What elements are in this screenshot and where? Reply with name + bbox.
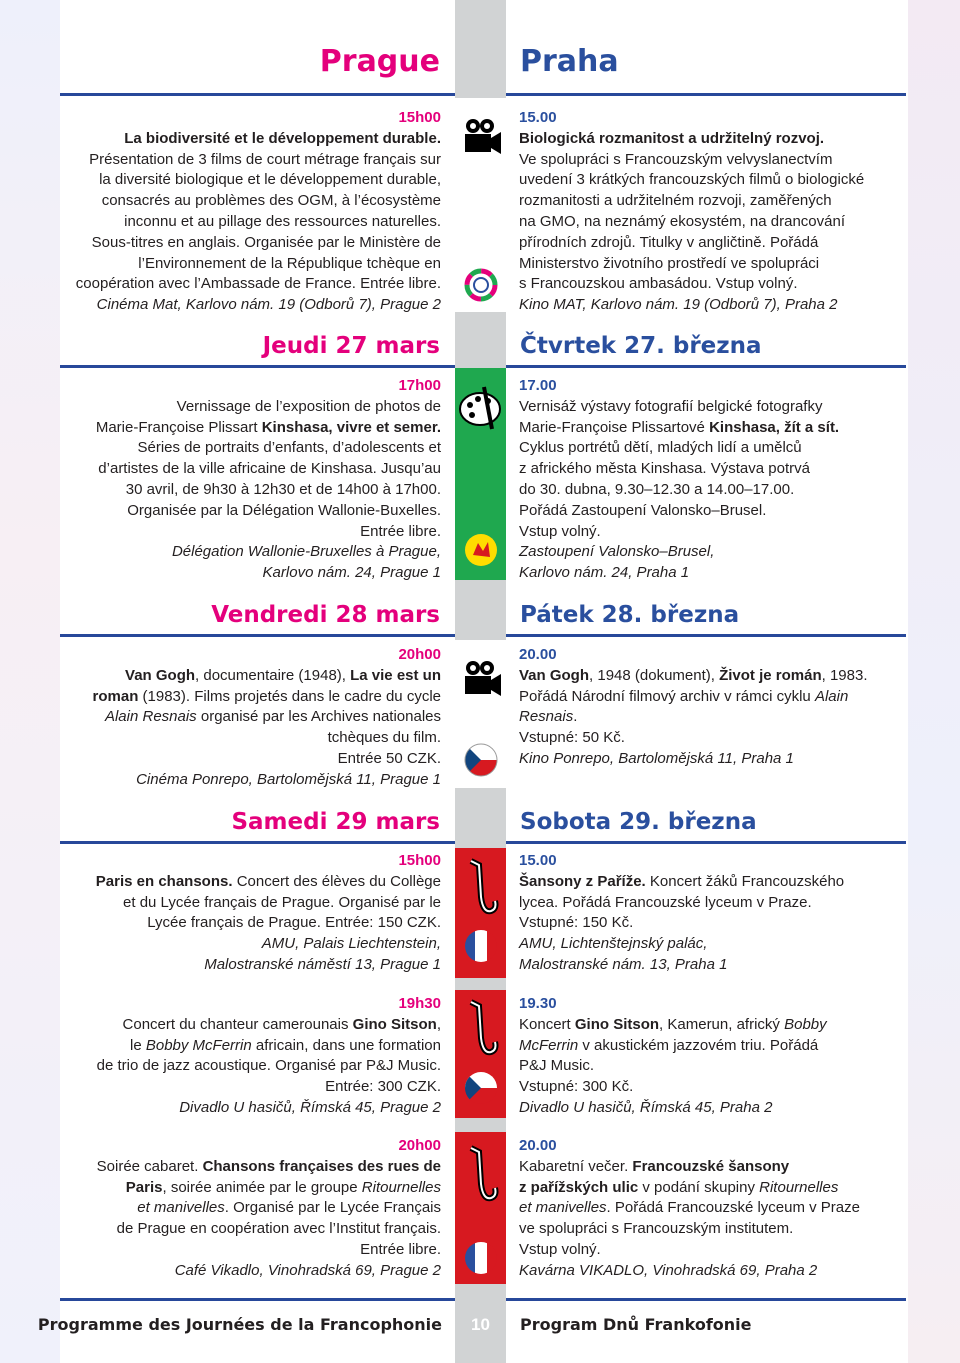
group-name: Ritournelles — [361, 1178, 441, 1196]
event-title: Paris en chansons. — [95, 872, 233, 890]
event-venue: Divadlo U hasičů, Římská 45, Praha 2 — [519, 1098, 773, 1116]
event-line — [41, 418, 441, 439]
cycle-name: Alain — [814, 687, 849, 705]
french-flag-icon — [455, 926, 506, 966]
event-vangogh-fr — [41, 645, 441, 791]
event-text: , documentaire (1948), — [195, 666, 351, 684]
event-line: uvedení 3 krátkých francouzských filmů o biologické — [519, 171, 865, 189]
footer-title-cz: Program Dnů Frankofonie — [520, 1315, 752, 1334]
event-line: Organisée par la Délégation Wallonie-Buxelles. — [127, 501, 441, 519]
event-venue: Kavárna VIKADLO, Vinohradská 69, Praha 2 — [519, 1261, 818, 1279]
event-title: Francouzské šansony — [632, 1157, 790, 1175]
event-venue: Divadlo U hasičů, Římská 45, Prague 2 — [179, 1098, 441, 1116]
event-venue: Kino Ponrepo, Bartolomějská 11, Praha 1 — [519, 749, 794, 767]
page-number: 10 — [455, 1300, 506, 1363]
event-line: Sous-titres en anglais. Organisée par le Ministère de — [91, 233, 441, 251]
event-time: 19.30 — [519, 995, 557, 1012]
event-text: . — [573, 708, 578, 726]
artist-ref: Bobby — [784, 1015, 827, 1033]
event-text: , Kamerun, africký — [659, 1015, 785, 1033]
event-cabaret-cz — [519, 1136, 899, 1282]
event-venue: Malostranské náměstí 13, Prague 1 — [204, 955, 441, 973]
footer-title-fr: Programme des Journées de la Francophonie — [37, 1315, 442, 1334]
event-text: Kabaretní večer. — [519, 1157, 633, 1175]
event-line: Vstupné: 300 Kč. — [519, 1078, 634, 1096]
event-text: , 1948 (dokument), — [589, 666, 720, 684]
event-time: 15h00 — [398, 852, 441, 869]
event-cabaret-fr — [41, 1136, 441, 1282]
event-text: Concert des élèves du Collège — [232, 872, 441, 890]
palette-icon — [455, 376, 506, 440]
event-line: de trio de jazz acoustique. Organisé par P&J Music. — [96, 1057, 441, 1075]
event-venue: Délégation Wallonie-Bruxelles à Prague, — [171, 543, 441, 561]
saxophone-icon-3 — [455, 1142, 506, 1212]
event-venue: Malostranské nám. 13, Praha 1 — [519, 955, 728, 973]
exhibition-title: Kinshasa, žít a sít. — [709, 418, 840, 436]
artist-name: Gino Sitson — [574, 1015, 660, 1033]
event-text: Concert du chanteur camerounais — [122, 1015, 353, 1033]
event-time: 19h30 — [398, 995, 441, 1012]
event-line — [519, 1036, 899, 1057]
event-sitson-cz — [519, 994, 899, 1119]
event-line: Vernissage de l’exposition de photos de — [176, 397, 441, 415]
event-text: africain, dans une formation — [251, 1036, 441, 1054]
event-line: d’artistes de la ville africaine de Kinshasa. Jusqu’au — [98, 460, 441, 478]
event-biodiversity-cz — [519, 108, 899, 316]
event-line — [519, 872, 899, 893]
czech-flag-icon-2 — [455, 1066, 506, 1110]
event-line: tchèques du film. — [327, 729, 441, 747]
event-line — [519, 1198, 899, 1219]
event-line: coopération avec l’Ambassade de France. Entrée libre. — [75, 275, 441, 293]
event-line — [519, 687, 899, 708]
event-line — [41, 1015, 441, 1036]
event-line: lycea. Pořádá Francouzské lyceum v Praze. — [519, 893, 812, 911]
footer-rule-cz — [506, 1298, 906, 1301]
event-line: et du Lycée français de Prague. Organisé par le — [123, 893, 441, 911]
wallonia-rooster-icon — [455, 530, 506, 570]
event-time: 20h00 — [398, 1137, 441, 1154]
event-line: na GMO, na neznámý ekosystém, na drancování — [519, 212, 845, 230]
event-venue: Karlovo nám. 24, Prague 1 — [262, 564, 441, 582]
event-text: , 1983. — [821, 666, 868, 684]
artist-name: Marie-Françoise Plissart — [95, 418, 258, 436]
event-line — [519, 1178, 899, 1199]
event-time: 15.00 — [519, 109, 557, 126]
film-title: Život je román — [719, 666, 822, 684]
film-camera-icon — [455, 108, 506, 168]
day-rule-cz — [506, 841, 906, 844]
event-text: Soirée cabaret. — [96, 1157, 203, 1175]
event-line: Entrée libre. — [360, 522, 441, 540]
event-line — [41, 1198, 441, 1219]
cycle-name: Alain Resnais — [104, 708, 197, 726]
saxophone-icon — [455, 855, 506, 925]
event-time: 15.00 — [519, 852, 557, 869]
event-line: Lycée français de Prague. Entrée: 150 CZK. — [147, 914, 441, 932]
event-title: Chansons françaises des rues de — [202, 1157, 441, 1175]
event-line: Présentation de 3 films de court métrage français sur — [89, 150, 441, 168]
event-text: v akustickém jazzovém triu. Pořádá — [578, 1036, 819, 1054]
exhibition-title: Kinshasa, vivre et semer. — [261, 418, 441, 436]
day-rule-cz — [506, 365, 906, 368]
event-line — [519, 1157, 899, 1178]
french-flag-icon-2 — [455, 1236, 506, 1280]
day-heading-fr: Vendredi 28 mars — [211, 602, 440, 628]
event-chansons-cz — [519, 851, 899, 976]
event-line: inconnu et au pillage des ressources naturelles. — [124, 212, 441, 230]
group-name: et manivelles — [137, 1199, 225, 1217]
film-camera-icon-2 — [455, 650, 506, 710]
event-text: Koncert — [519, 1015, 575, 1033]
title-rule-cz — [506, 93, 906, 96]
event-title: Paris — [125, 1178, 163, 1196]
event-line: do 30. dubna, 9.30–12.30 a 14.00–17.00. — [519, 480, 795, 498]
title-rule-fr — [60, 93, 455, 96]
event-line: de Prague en coopération avec l’Institut français. — [116, 1220, 441, 1238]
event-line: ve spolupráci s Francouzským institutem. — [519, 1220, 794, 1238]
czech-flag-icon — [455, 738, 506, 782]
day-rule-fr — [60, 634, 455, 637]
environment-logo-icon — [455, 262, 506, 308]
event-title: Šansony z Paříže. — [519, 872, 646, 890]
footer-rule-fr — [60, 1298, 455, 1301]
event-time: 17.00 — [519, 377, 557, 394]
event-line — [519, 1015, 899, 1036]
event-line — [41, 666, 441, 687]
event-title: z pařížských ulic — [519, 1178, 639, 1196]
event-line: Ve spolupráci s Francouzským velvyslanectvím — [519, 150, 833, 168]
event-line: Vstupné: 150 Kč. — [519, 914, 634, 932]
event-line — [41, 687, 441, 708]
film-title: roman — [92, 687, 139, 705]
event-venue: AMU, Lichtenštejnský palác, — [519, 935, 708, 953]
event-line — [41, 1157, 441, 1178]
event-venue: Kino MAT, Karlovo nám. 19 (Odborů 7), Praha 2 — [519, 296, 838, 314]
event-line: Entrée: 300 CZK. — [325, 1078, 441, 1096]
event-line — [41, 872, 441, 893]
event-line — [41, 1036, 441, 1057]
artist-name: Gino Sitson — [352, 1015, 437, 1033]
event-chansons-fr — [41, 851, 441, 976]
event-text: . Organisé par le Lycée Français — [224, 1199, 441, 1217]
day-heading-fr: Samedi 29 mars — [231, 809, 440, 835]
event-line: l’Environnement de la République tchèque en — [138, 254, 441, 272]
event-line: Cyklus portrétů dětí, mladých lidí a umělců — [519, 439, 802, 457]
event-line — [519, 418, 899, 439]
artist-name: Marie-Françoise Plissartové — [519, 418, 705, 436]
event-vernissage-fr — [41, 376, 441, 584]
event-text: organisé par les Archives nationales — [196, 708, 441, 726]
day-heading-cz: Sobota 29. března — [520, 809, 757, 835]
artist-ref: Bobby McFerrin — [145, 1036, 252, 1054]
event-venue: Karlovo nám. 24, Praha 1 — [519, 564, 690, 582]
event-line: Vstupné: 50 Kč. — [519, 729, 625, 747]
saxophone-icon-2 — [455, 996, 506, 1066]
event-line: Séries de portraits d’enfants, d’adolescents et — [137, 439, 441, 457]
event-time: 17h00 — [398, 377, 441, 394]
page-title-cz: Praha — [520, 44, 619, 79]
event-line: Ministerstvo životního prostředí ve spolupráci — [519, 254, 820, 272]
event-biodiversity-fr — [41, 108, 441, 316]
event-line: Entrée 50 CZK. — [337, 749, 441, 767]
event-time: 20.00 — [519, 1137, 557, 1154]
event-line: consacrés au problèmes des OGM, à l’écosystème — [101, 192, 441, 210]
film-title: Van Gogh — [519, 666, 590, 684]
event-line: přírodních zdrojů. Titulky v angličtině. Pořádá — [519, 233, 819, 251]
event-line: Vstup volný. — [519, 1240, 601, 1258]
event-vernissage-cz — [519, 376, 899, 584]
group-name: Ritournelles — [759, 1178, 839, 1196]
day-heading-cz: Pátek 28. března — [520, 602, 740, 628]
event-text: (1983). Films projetés dans le cadre du cycle — [138, 687, 441, 705]
film-title: Van Gogh — [125, 666, 196, 684]
event-time: 15h00 — [398, 109, 441, 126]
event-line: 30 avril, de 9h30 à 12h30 et de 14h00 à 17h00. — [125, 480, 441, 498]
event-text: , soirée animée par le groupe — [162, 1178, 362, 1196]
day-rule-cz — [506, 634, 906, 637]
page-title-fr: Prague — [319, 44, 440, 79]
event-text: le — [130, 1036, 146, 1054]
event-line — [41, 707, 441, 728]
background-right-gradient — [908, 0, 960, 1363]
event-line: Vstup volný. — [519, 522, 601, 540]
event-venue: Zastoupení Valonsko–Brusel, — [519, 543, 715, 561]
event-text: . Pořádá Francouzské lyceum v Praze — [606, 1199, 860, 1217]
event-text: v podání skupiny — [638, 1178, 760, 1196]
event-time: 20.00 — [519, 646, 557, 663]
cycle-name: Resnais — [519, 708, 574, 726]
event-title: Biologická rozmanitost a udržitelný rozvoj. — [519, 129, 825, 147]
event-line: rozmanitosti a udržitelném rozvoji, zaměřených — [519, 192, 832, 210]
event-line: Vernisáž výstavy fotografií belgické fotografky — [519, 397, 823, 415]
day-rule-fr — [60, 365, 455, 368]
event-line — [41, 1178, 441, 1199]
event-line: z afrického města Kinshasa. Výstava potrvá — [519, 460, 810, 478]
event-title: La biodiversité et le développement durable. — [124, 129, 441, 147]
event-venue: Café Vikadlo, Vinohradská 69, Prague 2 — [174, 1261, 441, 1279]
film-title: La vie est un — [350, 666, 441, 684]
group-name: et manivelles — [519, 1199, 607, 1217]
event-line: P&J Music. — [519, 1057, 595, 1075]
artist-ref: McFerrin — [519, 1036, 579, 1054]
event-venue: Cinéma Ponrepo, Bartolomějská 11, Prague 1 — [136, 770, 441, 788]
event-venue: Cinéma Mat, Karlovo nám. 19 (Odborů 7), Prague 2 — [96, 296, 441, 314]
event-line — [519, 707, 899, 728]
event-line: s Francouzskou ambasádou. Vstup volný. — [519, 275, 798, 293]
event-line — [519, 666, 899, 687]
event-line: Pořádá Zastoupení Valonsko–Brusel. — [519, 501, 767, 519]
event-vangogh-cz — [519, 645, 899, 770]
event-text: Koncert žáků Francouzského — [645, 872, 845, 890]
event-venue: AMU, Palais Liechtenstein, — [261, 935, 441, 953]
event-line: Entrée libre. — [360, 1240, 441, 1258]
event-line: la diversité biologique et le développement durable, — [99, 171, 441, 189]
event-sitson-fr — [41, 994, 441, 1119]
event-text: Pořádá Národní filmový archiv v rámci cyklu — [519, 687, 815, 705]
day-rule-fr — [60, 841, 455, 844]
day-heading-cz: Čtvrtek 27. března — [520, 333, 762, 359]
event-time: 20h00 — [398, 646, 441, 663]
day-heading-fr: Jeudi 27 mars — [262, 333, 440, 359]
event-text: , — [436, 1015, 441, 1033]
